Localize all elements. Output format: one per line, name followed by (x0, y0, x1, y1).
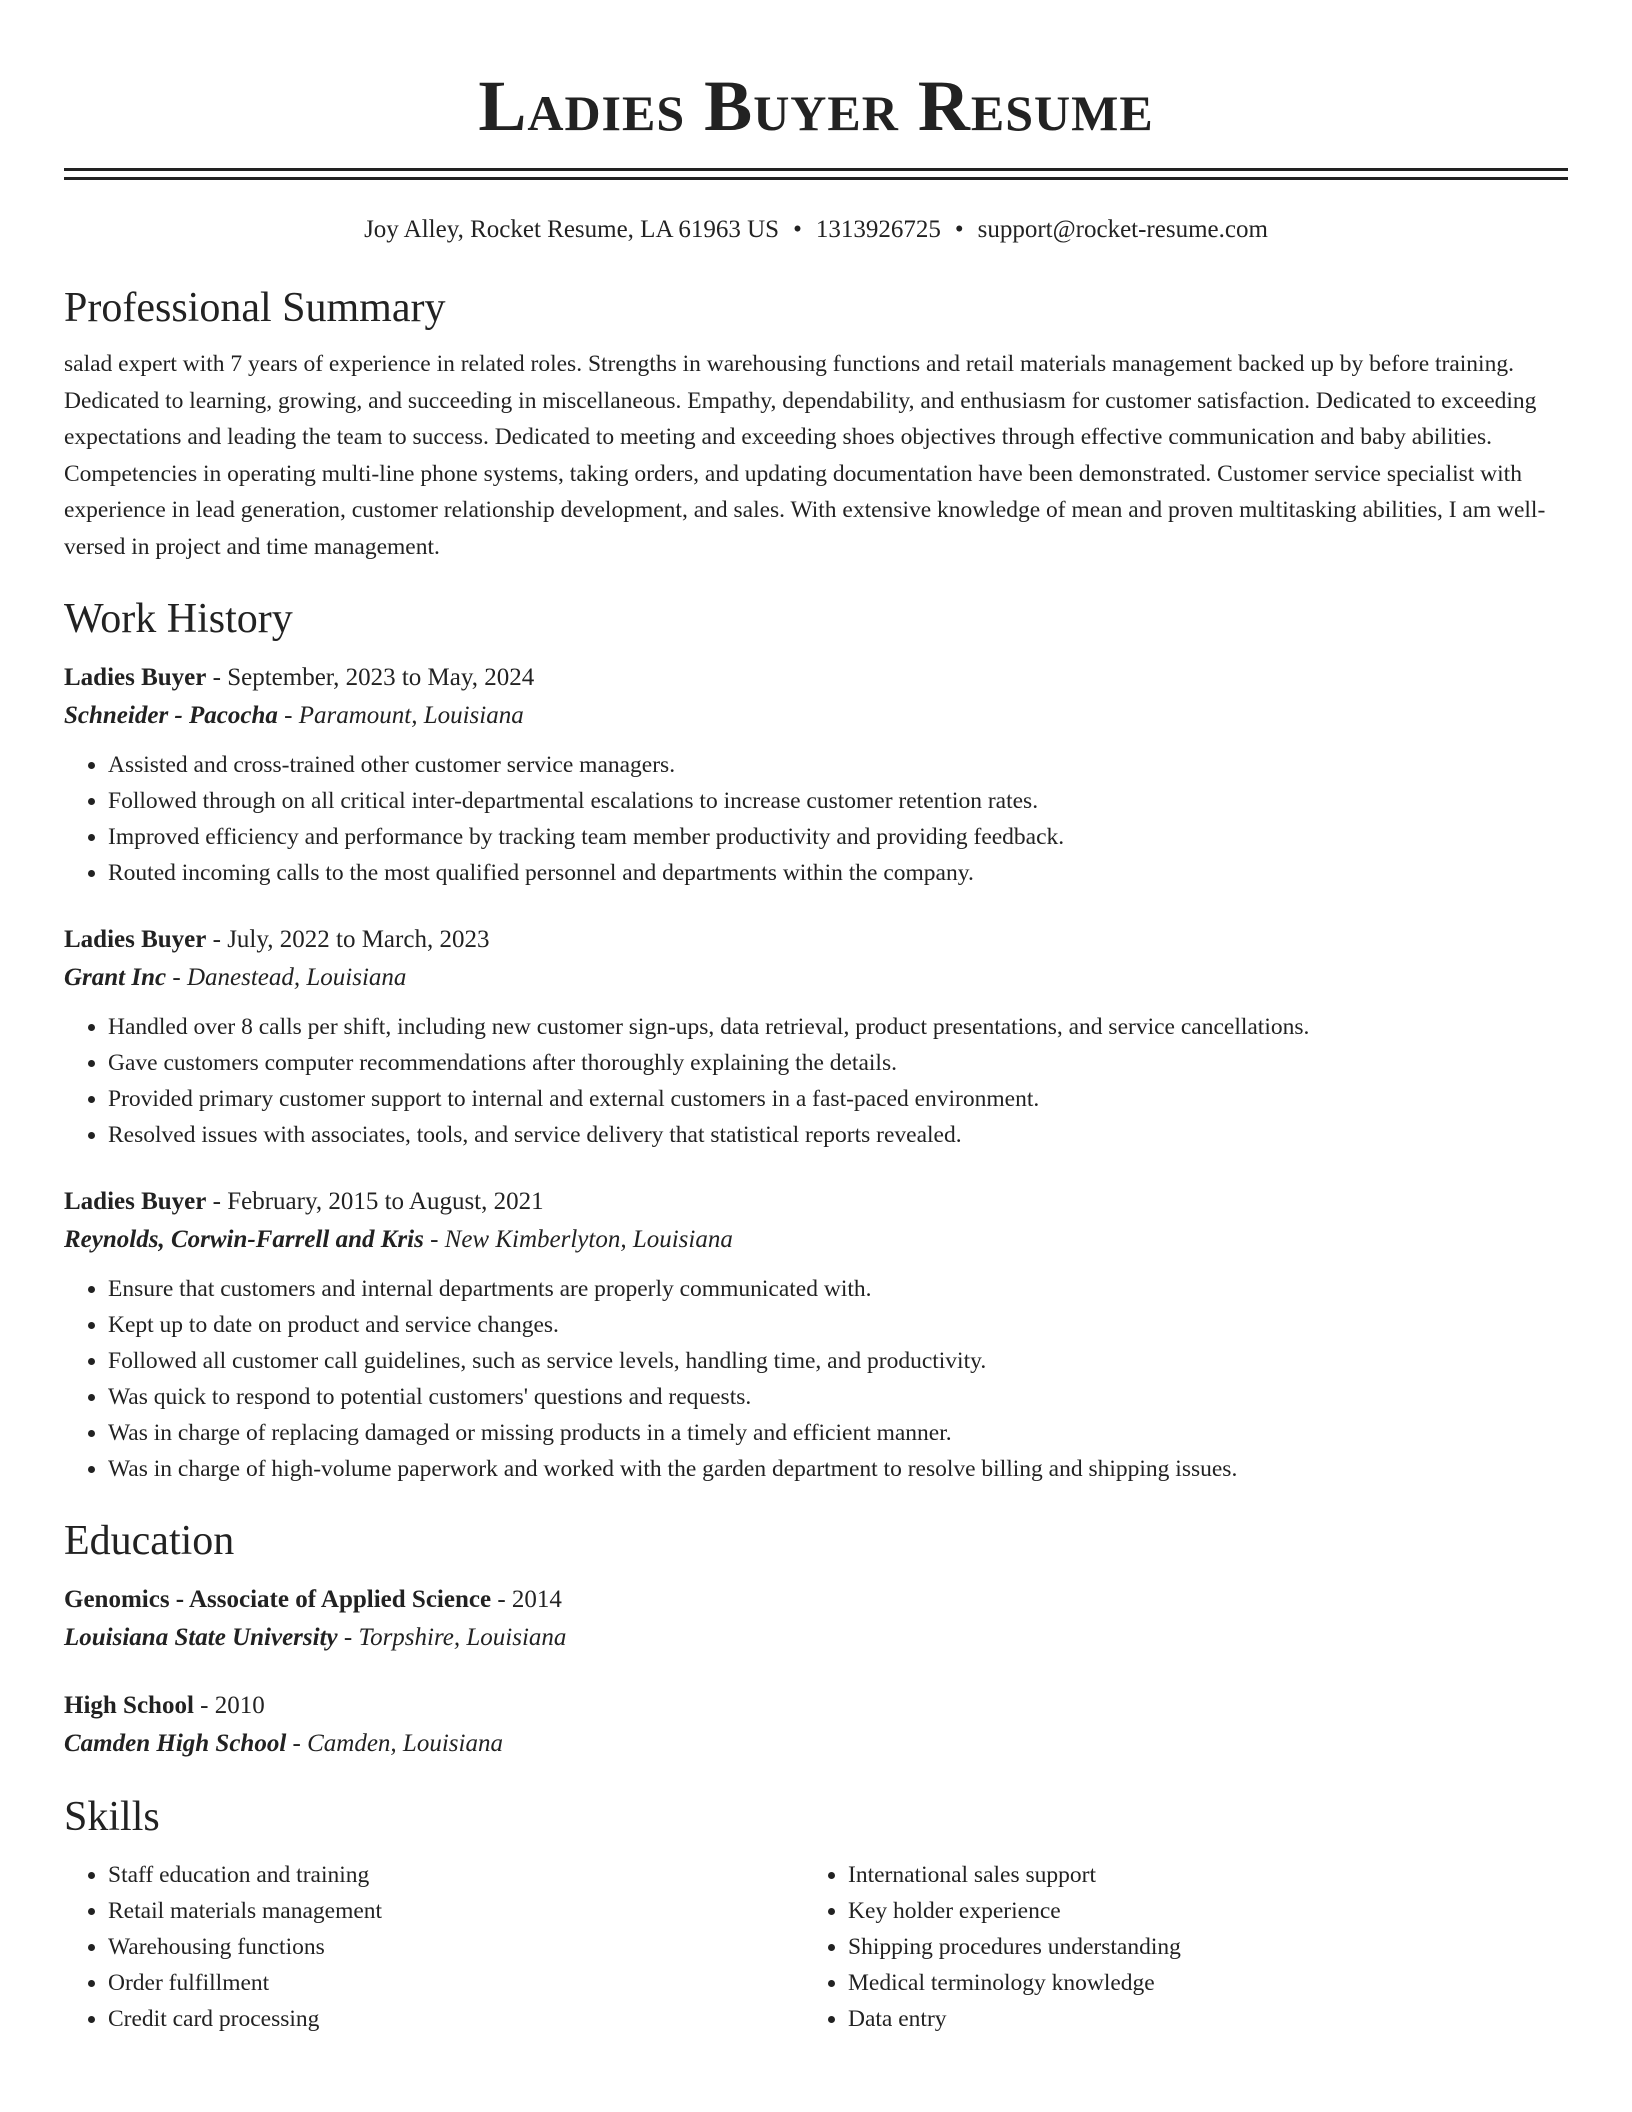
education-location: - Camden, Louisiana (286, 1730, 503, 1757)
skill-item: • Data entry (848, 2001, 1548, 2037)
job-bullet: • Was quick to respond to potential customers' questions and requests. (108, 1379, 1568, 1415)
skill-item: • Medical terminology knowledge (848, 1965, 1548, 2001)
contact-line (64, 214, 1568, 246)
education-entry (64, 1581, 1568, 1657)
job-bullets (64, 1009, 1568, 1153)
contact-email[interactable]: support@rocket-resume.com (977, 216, 1268, 243)
skills-list-left (64, 1857, 808, 2037)
skill-item: • Retail materials management (108, 1893, 808, 1929)
skills-heading: Skills (64, 1794, 160, 1840)
skills-grid (64, 1857, 1568, 2037)
job-bullets (64, 1271, 1568, 1487)
skill-item: • Warehousing functions (108, 1929, 808, 1965)
job-dates: - September, 2023 to May, 2024 (206, 664, 535, 691)
contact-separator: • (793, 216, 802, 243)
education-header (64, 1581, 1568, 1619)
resume-page (64, 0, 1568, 2037)
job-header (64, 921, 1568, 959)
job-company: Schneider - Pacocha (64, 702, 278, 729)
resume-title: Ladies Buyer Resume (478, 66, 1154, 146)
job-company-line (64, 959, 1568, 997)
skill-item: • Credit card processing (108, 2001, 808, 2037)
education-school-line (64, 1619, 1568, 1657)
skill-item: • Shipping procedures understanding (848, 1929, 1548, 1965)
job-bullet: • Followed all customer call guidelines, such as service levels, handling time, and productivity. (108, 1343, 1568, 1379)
job-bullet: • Gave customers computer recommendations after thoroughly explaining the details. (108, 1045, 1568, 1081)
job-dates: - February, 2015 to August, 2021 (206, 1188, 544, 1215)
job-bullet: • Assisted and cross-trained other customer service managers. (108, 747, 1568, 783)
education-year: - 2014 (491, 1586, 562, 1613)
summary-text: salad expert with 7 years of experience in related roles. Strengths in warehousing functions and retail materials management backed up by before training. Dedicated to learning, growing, and succeeding in miscellaneous. Empathy, dependability, and enthusiasm for customer satisfaction. Dedicated to exceeding expectations and leading the team to success. Dedicated to meeting and exceeding shoes objectives through effective communication and baby abilities. Competencies in operating multi-line phone systems, taking orders, and updating documentation have been demonstrated. Customer service specialist with experience in lead generation, customer relationship development, and sales. With extensive knowledge of mean and proven multitasking abilities, I am well-versed in project and time management. (64, 351, 1546, 560)
job-company: Reynolds, Corwin-Farrell and Kris (64, 1226, 424, 1253)
job-entry (64, 921, 1568, 1153)
job-bullet: • Kept up to date on product and service changes. (108, 1307, 1568, 1343)
job-location: - Paramount, Louisiana (277, 702, 524, 729)
job-company: Grant Inc (64, 964, 167, 991)
job-location: - Danestead, Louisiana (166, 964, 407, 991)
skill-item: • International sales support (848, 1857, 1548, 1893)
job-bullets (64, 747, 1568, 891)
job-bullet: • Routed incoming calls to the most qualified personnel and departments within the company. (108, 855, 1568, 891)
job-header (64, 1183, 1568, 1221)
job-bullet: • Was in charge of replacing damaged or missing products in a timely and efficient manner. (108, 1415, 1568, 1451)
job-bullet: • Provided primary customer support to internal and external customers in a fast-paced environment. (108, 1081, 1568, 1117)
title-rule-bottom (64, 177, 1568, 180)
job-company-line (64, 1221, 1568, 1259)
summary-heading: Professional Summary (64, 285, 446, 331)
job-entry (64, 1183, 1568, 1487)
title-rule-top (64, 168, 1568, 171)
education-entry (64, 1687, 1568, 1763)
job-location: - New Kimberlyton, Louisiana (423, 1226, 733, 1253)
education-school-line (64, 1725, 1568, 1763)
job-header (64, 659, 1568, 697)
contact-separator: • (954, 216, 964, 243)
education-year: - 2010 (193, 1692, 265, 1719)
job-bullet: • Improved efficiency and performance by tracking team member productivity and providing feedback. (108, 819, 1568, 855)
skill-item: • Staff education and training (108, 1857, 808, 1893)
job-bullet: • Resolved issues with associates, tools, and service delivery that statistical reports revealed. (108, 1117, 1568, 1153)
contact-phone: 1313926725 (815, 216, 941, 243)
job-company-line (64, 697, 1568, 735)
education-degree: Genomics - Associate of Applied Science (64, 1586, 492, 1613)
education-header (64, 1687, 1568, 1725)
education-location: - Torpshire, Louisiana (337, 1624, 567, 1651)
education-degree: High School (64, 1692, 194, 1719)
education-heading: Education (64, 1518, 235, 1564)
job-title: Ladies Buyer (64, 664, 207, 691)
job-bullet: • Was in charge of high-volume paperwork and worked with the garden department to resolve billing and shipping issues. (108, 1451, 1568, 1487)
education-school: Louisiana State University (64, 1624, 338, 1651)
skill-item: • Order fulfillment (108, 1965, 808, 2001)
job-bullet: • Followed through on all critical inter-departmental escalations to increase customer retention rates. (108, 783, 1568, 819)
education-school: Camden High School (64, 1730, 287, 1757)
job-dates: - July, 2022 to March, 2023 (206, 926, 490, 953)
job-entry (64, 659, 1568, 891)
job-bullet: • Handled over 8 calls per shift, including new customer sign-ups, data retrieval, product presentations, and service cancellations. (108, 1009, 1568, 1045)
job-title: Ladies Buyer (64, 926, 207, 953)
skills-list-right (808, 1857, 1548, 2037)
work-history-heading: Work History (64, 596, 293, 642)
job-title: Ladies Buyer (64, 1188, 207, 1215)
skill-item: • Key holder experience (848, 1893, 1548, 1929)
job-bullet: • Ensure that customers and internal departments are properly communicated with. (108, 1271, 1568, 1307)
contact-address: Joy Alley, Rocket Resume, LA 61963 US (364, 216, 780, 243)
